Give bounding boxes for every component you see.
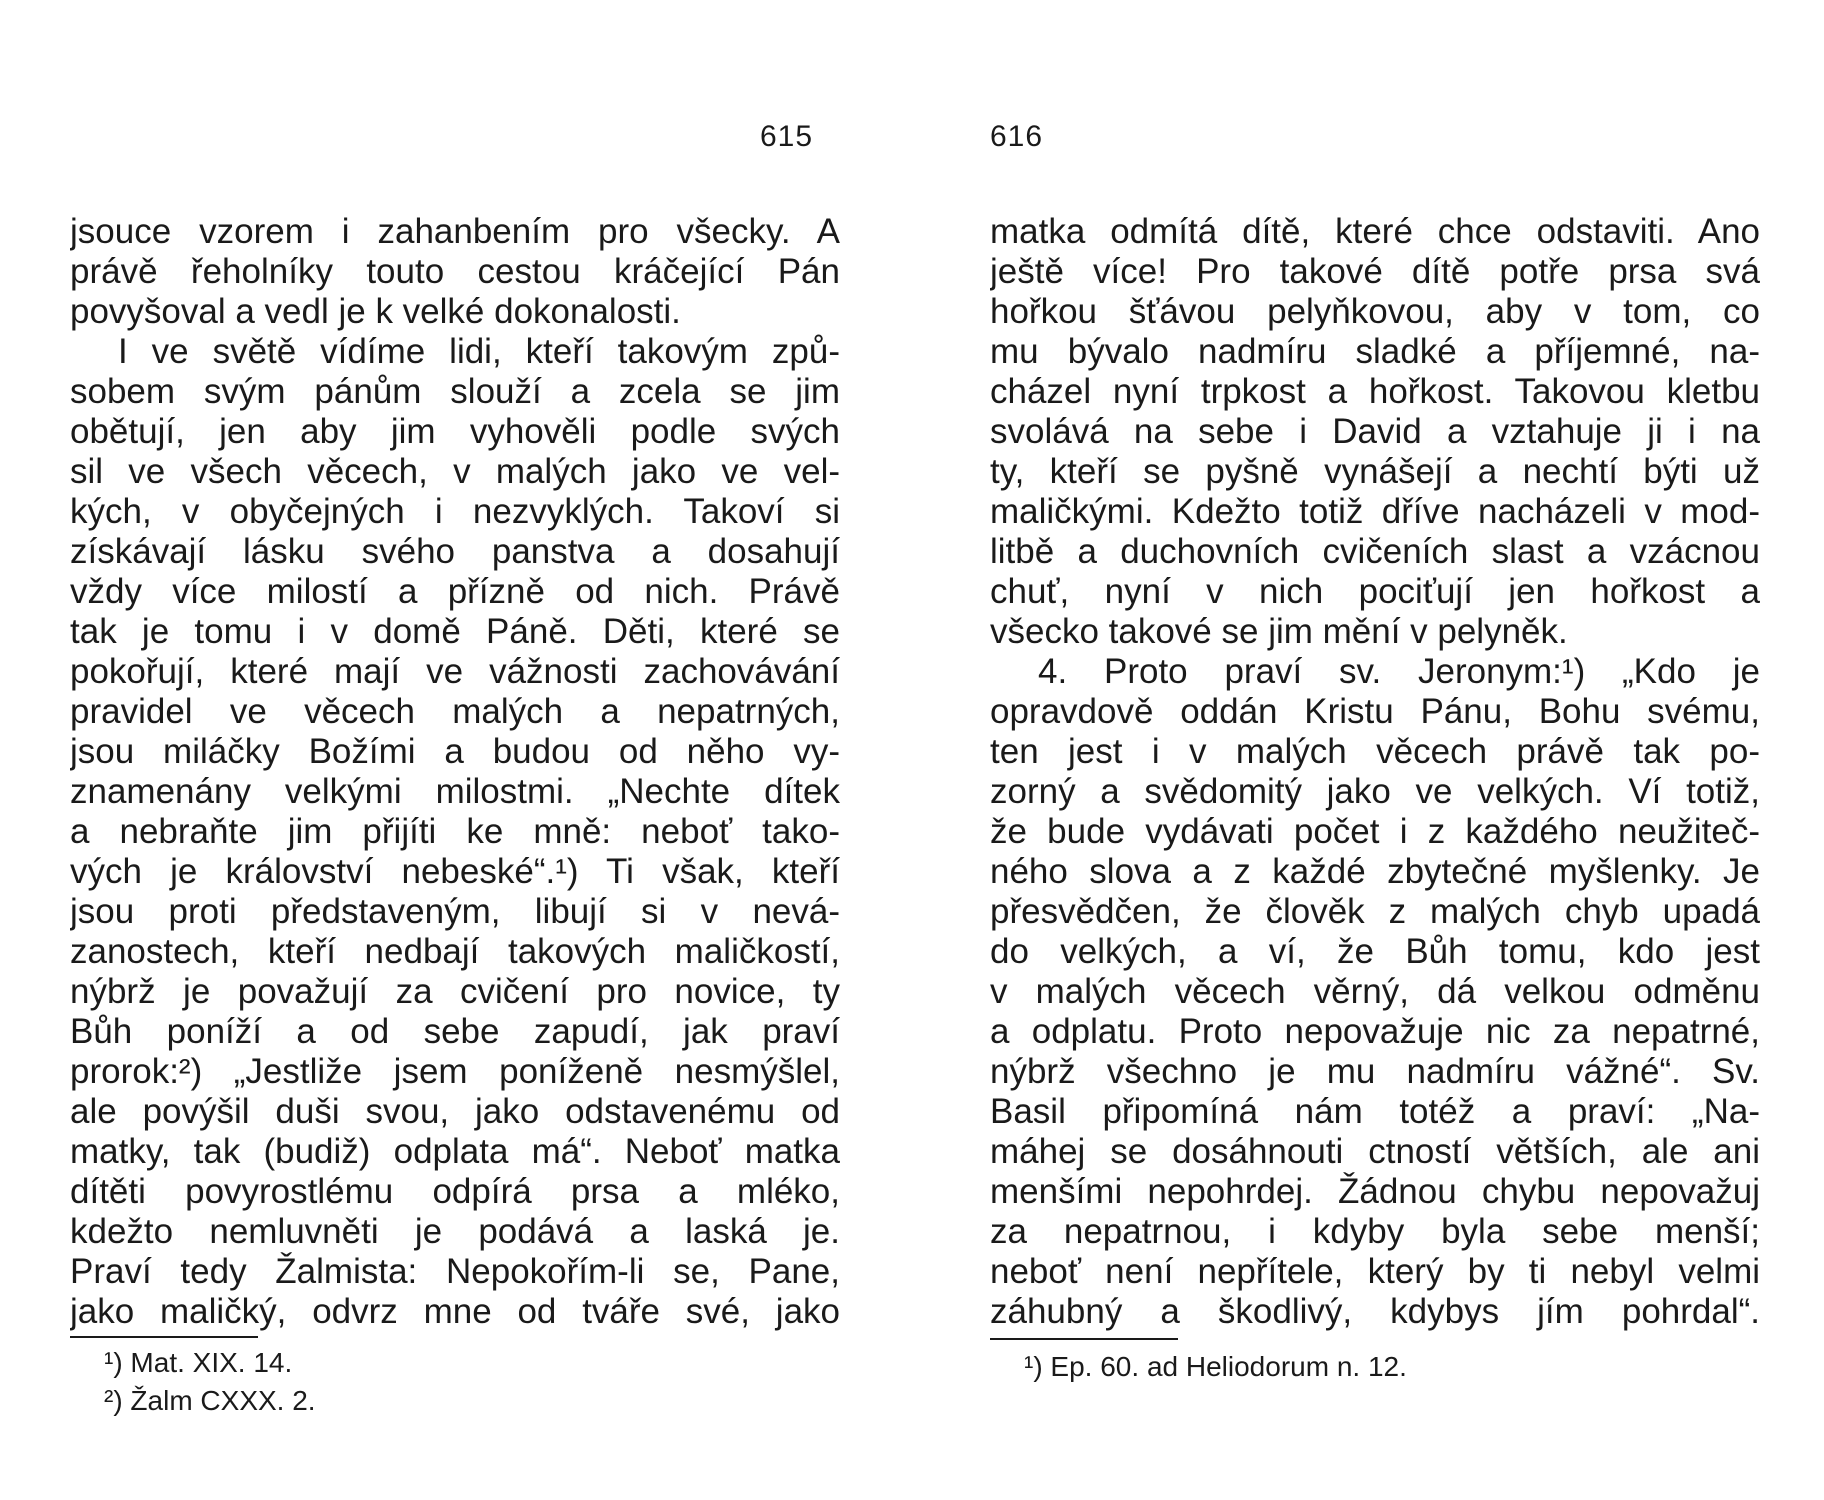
footnote: ²) Žalm CXXX. 2. — [104, 1385, 316, 1416]
left-footnotes — [104, 1344, 824, 1420]
text-line: prorok:²) „Jestliže jsem poníženě nesmýšlel, — [70, 1052, 840, 1091]
text-line: jsou proti představeným, libují si v nevá- — [70, 892, 840, 931]
page-number-left: 615 — [760, 120, 814, 153]
text-line: nýbrž všechno je mu nadmíru vážné“. Sv. — [990, 1052, 1760, 1091]
text-line: do velkých, a ví, že Bůh tomu, kdo jest — [990, 932, 1760, 971]
text-line: v malých věcech věrný, dá velkou odměnu — [990, 972, 1760, 1011]
text-line: všecko takové se jim mění v pelyněk. — [990, 612, 1568, 651]
text-line: jsouce vzorem i zahanbením pro všecky. A — [70, 212, 840, 251]
text-line: kdežto nemluvněti je podává a laská je. — [70, 1212, 840, 1251]
text-line: jako maličký, odvrz mne od tváře své, jako — [70, 1292, 840, 1331]
text-line: znamenány velkými milostmi. „Nechte dítek — [70, 772, 840, 811]
text-line: Basil připomíná nám totéž a praví: „Na- — [990, 1092, 1760, 1131]
text-line: Praví tedy Žalmista: Nepokořím-li se, Pane, — [70, 1252, 840, 1291]
text-line: zorný a svědomitý jako ve velkých. Ví totiž, — [990, 772, 1760, 811]
right-footnotes — [1024, 1348, 1744, 1386]
text-line: menšími nepohrdej. Žádnou chybu nepovažuj — [990, 1172, 1760, 1211]
text-line: I ve světě vídíme lidi, kteří takovým způ- — [118, 332, 840, 371]
text-line: zanostech, kteří nedbají takových maličkostí, — [70, 932, 840, 971]
right-page — [990, 0, 1790, 1500]
text-line: máhej se dosáhnouti ctností větších, ale ani — [990, 1132, 1760, 1171]
text-line: neboť není nepřítele, který by ti nebyl velmi — [990, 1252, 1760, 1291]
text-line: vždy více milostí a přízně od nich. Právě — [70, 572, 840, 611]
text-line: sil ve všech věcech, v malých jako ve vel- — [70, 452, 840, 491]
text-line: nýbrž je považují za cvičení pro novice, ty — [70, 972, 840, 1011]
text-line: ten jest i v malých věcech právě tak po- — [990, 732, 1760, 771]
text-line: kých, v obyčejných i nezvyklých. Takoví si — [70, 492, 840, 531]
text-line: přesvědčen, že člověk z malých chyb upadá — [990, 892, 1760, 931]
text-line: litbě a duchovních cvičeních slast a vzácnou — [990, 532, 1760, 571]
text-line: pokořují, které mají ve vážnosti zachovávání — [70, 652, 840, 691]
left-page-text — [70, 212, 840, 1332]
text-line: svolává na sebe i David a vztahuje ji i na — [990, 412, 1760, 451]
text-line: 4. Proto praví sv. Jeronym:¹) „Kdo je — [1038, 652, 1760, 691]
text-line: vých je království nebeské“.¹) Ti však, kteří — [70, 852, 840, 891]
text-line: ještě více! Pro takové dítě potře prsa svá — [990, 252, 1760, 291]
text-line: matky, tak (budiž) odplata má“. Neboť matka — [70, 1132, 840, 1171]
text-line: povyšoval a vedl je k velké dokonalosti. — [70, 292, 681, 331]
text-line: za nepatrnou, i kdyby byla sebe menší; — [990, 1212, 1760, 1251]
text-line: ale povýšil duši svou, jako odstavenému od — [70, 1092, 840, 1131]
text-line: dítěti povyrostlému odpírá prsa a mléko, — [70, 1172, 840, 1211]
text-line: opravdově oddán Kristu Pánu, Bohu svému, — [990, 692, 1760, 731]
page-number-right: 616 — [990, 120, 1044, 153]
text-line: jsou miláčky Božími a budou od něho vy- — [70, 732, 840, 771]
text-line: hořkou šťávou pelyňkovou, aby v tom, co — [990, 292, 1760, 331]
text-line: sobem svým pánům slouží a zcela se jim — [70, 372, 840, 411]
text-line: mu bývalo nadmíru sladké a příjemné, na- — [990, 332, 1760, 371]
left-page — [70, 0, 870, 1500]
text-line: že bude vydávati počet i z každého neužiteč- — [990, 812, 1760, 851]
text-line: Bůh poníží a od sebe zapudí, jak praví — [70, 1012, 840, 1051]
text-line: záhubný a škodlivý, kdybys jím pohrdal“. — [990, 1292, 1760, 1331]
text-line: cházel nyní trpkost a hořkost. Takovou kletbu — [990, 372, 1760, 411]
text-line: ty, kteří se pyšně vynášejí a nechtí býti už — [990, 452, 1760, 491]
text-line: a nebraňte jim přijíti ke mně: neboť tako- — [70, 812, 840, 851]
footnote-divider — [70, 1336, 258, 1338]
text-line: ného slova a z každé zbytečné myšlenky. Je — [990, 852, 1760, 891]
footnote-divider — [990, 1338, 1178, 1340]
text-line: chuť, nyní v nich pociťují jen hořkost a — [990, 572, 1760, 611]
right-page-text — [990, 212, 1760, 1332]
text-line: obětují, jen aby jim vyhověli podle svých — [70, 412, 840, 451]
text-line: získávají lásku svého panstva a dosahují — [70, 532, 840, 571]
footnote: ¹) Mat. XIX. 14. — [104, 1347, 293, 1378]
footnote: ¹) Ep. 60. ad Heliodorum n. 12. — [1024, 1351, 1407, 1382]
text-line: a odplatu. Proto nepovažuje nic za nepatrné, — [990, 1012, 1760, 1051]
text-line: matka odmítá dítě, které chce odstaviti. Ano — [990, 212, 1760, 251]
text-line: právě řeholníky touto cestou kráčející Pán — [70, 252, 840, 291]
text-line: pravidel ve věcech malých a nepatrných, — [70, 692, 840, 731]
text-line: maličkými. Kdežto totiž dříve nacházeli v mod- — [990, 492, 1760, 531]
text-line: tak je tomu i v domě Páně. Děti, které se — [70, 612, 840, 651]
